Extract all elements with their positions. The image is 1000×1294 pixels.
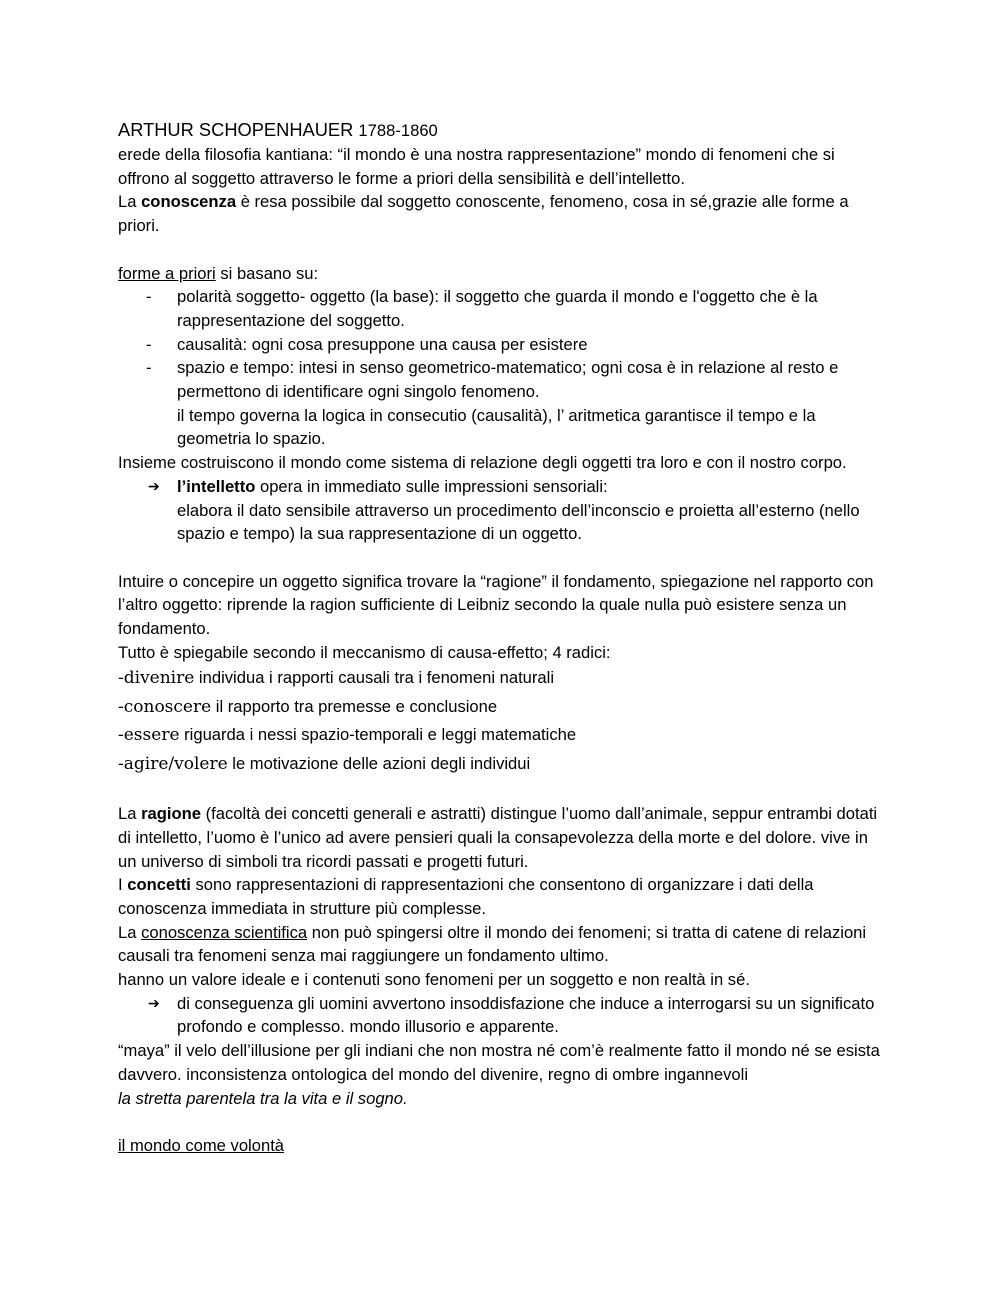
text-run: opera in immediato sulle impressioni sensoriali: [255,476,608,496]
document-title [118,117,888,143]
conoscenza-bold: conoscenza [141,192,237,212]
root-item [118,750,888,779]
text-run: (facoltà dei concetti generali e astratti) distingue l’uomo dall’animale, seppur entrambi dotati di intelletto, l’uomo è l’unico ad avere pensieri quali la consapevolezza della morte e del dolore. vive in un universo di simboli tra ricordi passati e progetti futuri. [118,804,878,871]
document-page [118,117,888,1158]
text-run: “maya” il velo dell’illusione per gli indiani che non mostra né com’è realmente fatto il mondo né se esista davvero. inconsistenza ontologica del mondo del divenire, regno di ombre ingannevoli [118,1041,880,1084]
valore-paragraph: hanno un valore ideale e i contenuti sono fenomeni per un soggetto e non realtà in sé. [118,970,750,990]
forme-list [118,285,888,451]
conseguenza-list [118,992,888,1039]
text-run: La [118,192,142,212]
list-item [118,356,888,451]
conoscenza-paragraph [118,190,888,237]
title-name: ARTHUR SCHOPENHAUER [118,119,354,140]
list-item-text: spazio e tempo: intesi in senso geometrico-matematico; ogni cosa è in relazione al resto e permettono di identificare ogni singolo fenomeno. [177,358,839,402]
list-item [118,475,888,546]
title-years: 1788-1860 [358,121,438,140]
list-item-continuation: elabora il dato sensibile attraverso un procedimento dell’inconscio e proietta all’esterno (nello spazio e tempo) la sua rappresentazione di un oggetto. [177,500,860,544]
text-run: I [118,875,128,895]
list-item-text: polarità soggetto- oggetto (la base): il soggetto che guarda il mondo e l'oggetto che è la rappresentazione del soggetto. [177,287,818,330]
root-text: individua i rapporti causali tra i fenomeni naturali [194,668,555,688]
ragione-intro-paragraph: Intuire o concepire un oggetto significa trovare la “ragione” il fondamento, spiegazione nel rapporto con l’altro oggetto: riprende la ragion sufficiente di Leibniz secondo la quale nulla può esistere senza un fondamento. [118,571,874,639]
text-run: si basano su: [215,263,319,283]
intro-paragraph: erede della filosofia kantiana: “il mondo è una nostra rappresentazione” mondo di fenomeni che si offrono al soggetto attraverso le forme a priori della sensibilità e dell’intelletto. [118,145,835,188]
summary-paragraph: Insieme costruiscono il mondo come sistema di relazione degli oggetti tra loro e con il nostro corpo. [118,453,847,473]
volonta-heading [118,1134,888,1158]
text-run: è resa possibile dal soggetto conoscente, fenomeno, cosa in sé,grazie alle forme a priori. [118,192,849,236]
bullet-dash: - [146,287,152,307]
root-item [118,664,888,693]
text-run: sono rappresentazioni di rappresentazioni che consentono di organizzare i dati della conoscenza immediata in strutture più complesse. [118,875,814,918]
concetti-bold: concetti [127,875,191,895]
list-item [118,285,888,332]
arrow-icon: ➔ [148,994,160,1011]
text-run: non può spingersi oltre il mondo dei fenomeni; si tratta di catene di relazioni causali tra fenomeni senza mai raggiungere un fondamento ultimo. [118,922,867,966]
root-term: -divenire [118,668,195,689]
bullet-dash: - [146,358,152,378]
forme-heading-underlined: forme a priori [118,263,216,283]
scientifica-paragraph [118,921,888,968]
root-text: le motivazione delle azioni degli individui [227,753,531,773]
scientifica-underlined: conoscenza scientifica [141,922,308,942]
root-term: -agire/volere [118,753,228,774]
root-text: riguarda i nessi spazio-temporali e leggi matematiche [179,725,577,745]
list-item-text: di conseguenza gli uomini avvertono insoddisfazione che induce a interrogarsi su un significato profondo e complesso. mondo illusorio e apparente. [177,993,875,1037]
ragione-paragraph [118,802,888,873]
list-item [118,333,888,357]
root-item [118,693,888,722]
maya-paragraph [118,1039,888,1110]
intelletto-list [118,475,888,546]
volonta-heading-underlined: il mondo come volontà [118,1135,285,1155]
intelletto-bold: l’intelletto [177,476,256,496]
text-run: La [118,922,142,942]
radici-paragraph: Tutto è spiegabile secondo il meccanismo di causa-effetto; 4 radici: [118,642,611,662]
root-term: -essere [118,725,180,746]
text-run: La [118,804,142,824]
list-item [118,992,888,1039]
list-item-continuation: il tempo governa la logica in consecutio (causalità), l’ aritmetica garantisce il tempo e la geometria lo spazio. [177,405,816,449]
forme-heading [118,262,888,286]
root-item [118,721,888,750]
root-term: -conoscere [118,696,212,717]
maya-italic: la stretta parentela tra la vita e il sogno. [118,1088,408,1108]
bullet-dash: - [146,334,152,354]
root-text: il rapporto tra premesse e conclusione [211,696,498,716]
concetti-paragraph [118,873,888,920]
arrow-icon: ➔ [148,477,160,494]
ragione-bold: ragione [141,804,202,824]
list-item-text: causalità: ogni cosa presuppone una causa per esistere [177,334,588,354]
